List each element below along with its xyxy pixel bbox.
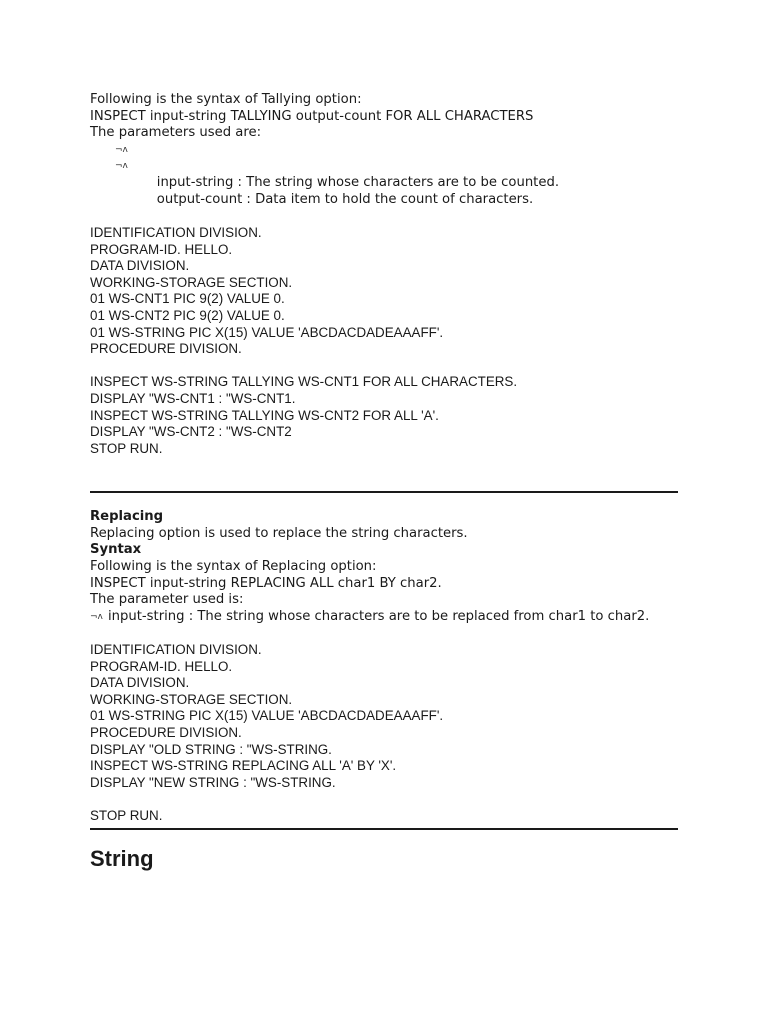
code-line: DISPLAY "WS-CNT1 : "WS-CNT1. — [90, 390, 296, 406]
code-line: PROGRAM-ID. HELLO. — [90, 658, 233, 674]
code-line: 01 WS-CNT1 PIC 9(2) VALUE 0. — [90, 291, 285, 307]
code-line: PROCEDURE DIVISION. — [90, 725, 242, 740]
code-line: STOP RUN. — [90, 440, 163, 456]
param-text: output-count : Data item to hold the count of characters. — [156, 191, 534, 207]
tallying-param-item — [115, 142, 678, 190]
code-line: PROGRAM-ID. HELLO. — [90, 241, 233, 257]
tallying-intro: Following is the syntax of Tallying option: — [90, 92, 362, 107]
bullet-icon: ¬ᴧ — [115, 161, 128, 172]
code-line: 01 WS-STRING PIC X(15) VALUE 'ABCDACDADEAAAFF'. — [90, 324, 444, 340]
replacing-params-heading: The parameter used is: — [90, 592, 244, 608]
replacing-syntax: INSPECT input-string REPLACING ALL char1 BY char2. — [90, 575, 442, 591]
code-line: WORKING-STORAGE SECTION. — [90, 274, 293, 290]
string-section-title: String — [90, 845, 154, 871]
code-line: WORKING-STORAGE SECTION. — [90, 691, 293, 707]
code-line: DISPLAY "OLD STRING : "WS-STRING. — [90, 741, 332, 757]
code-line: STOP RUN. — [90, 807, 163, 823]
bullet-icon: ¬ᴧ — [90, 611, 103, 622]
replacing-intro: Following is the syntax of Replacing option: — [90, 559, 377, 575]
replacing-heading: Replacing — [90, 509, 164, 525]
code-line: DISPLAY "WS-CNT2 : "WS-CNT2 — [90, 424, 292, 440]
bullet-icon: ¬ᴧ — [115, 144, 128, 155]
param-text: input-string : The string whose characters are to be counted. — [156, 174, 560, 190]
code-line: DATA DIVISION. — [90, 258, 190, 274]
code-line: 01 WS-CNT2 PIC 9(2) VALUE 0. — [90, 307, 285, 323]
tallying-code-block — [90, 225, 678, 457]
code-line: DISPLAY "NEW STRING : "WS-STRING. — [90, 774, 336, 790]
code-line: 01 WS-STRING PIC X(15) VALUE 'ABCDACDADEAAAFF'. — [90, 708, 444, 724]
tallying-syntax: INSPECT input-string TALLYING output-count FOR ALL CHARACTERS — [90, 108, 534, 124]
code-line: INSPECT WS-STRING REPLACING ALL 'A' BY 'X'. — [90, 758, 397, 774]
code-line: PROCEDURE DIVISION. — [90, 341, 242, 357]
tallying-params-heading: The parameters used are: — [90, 125, 262, 141]
code-line: INSPECT WS-STRING TALLYING WS-CNT2 FOR ALL 'A'. — [90, 407, 439, 423]
replacing-param-item — [90, 609, 678, 626]
code-line: INSPECT WS-STRING TALLYING WS-CNT1 FOR ALL CHARACTERS. — [90, 374, 518, 390]
param-text: input-string : The string whose characters are to be replaced from char1 to char2. — [108, 608, 650, 624]
syntax-heading: Syntax — [90, 542, 142, 558]
replacing-description: Replacing option is used to replace the string characters. — [90, 525, 468, 541]
replacing-code-block — [90, 642, 678, 825]
document-page — [90, 92, 678, 872]
code-line: IDENTIFICATION DIVISION. — [90, 642, 262, 658]
code-line: IDENTIFICATION DIVISION. — [90, 224, 262, 240]
code-line: DATA DIVISION. — [90, 675, 190, 691]
